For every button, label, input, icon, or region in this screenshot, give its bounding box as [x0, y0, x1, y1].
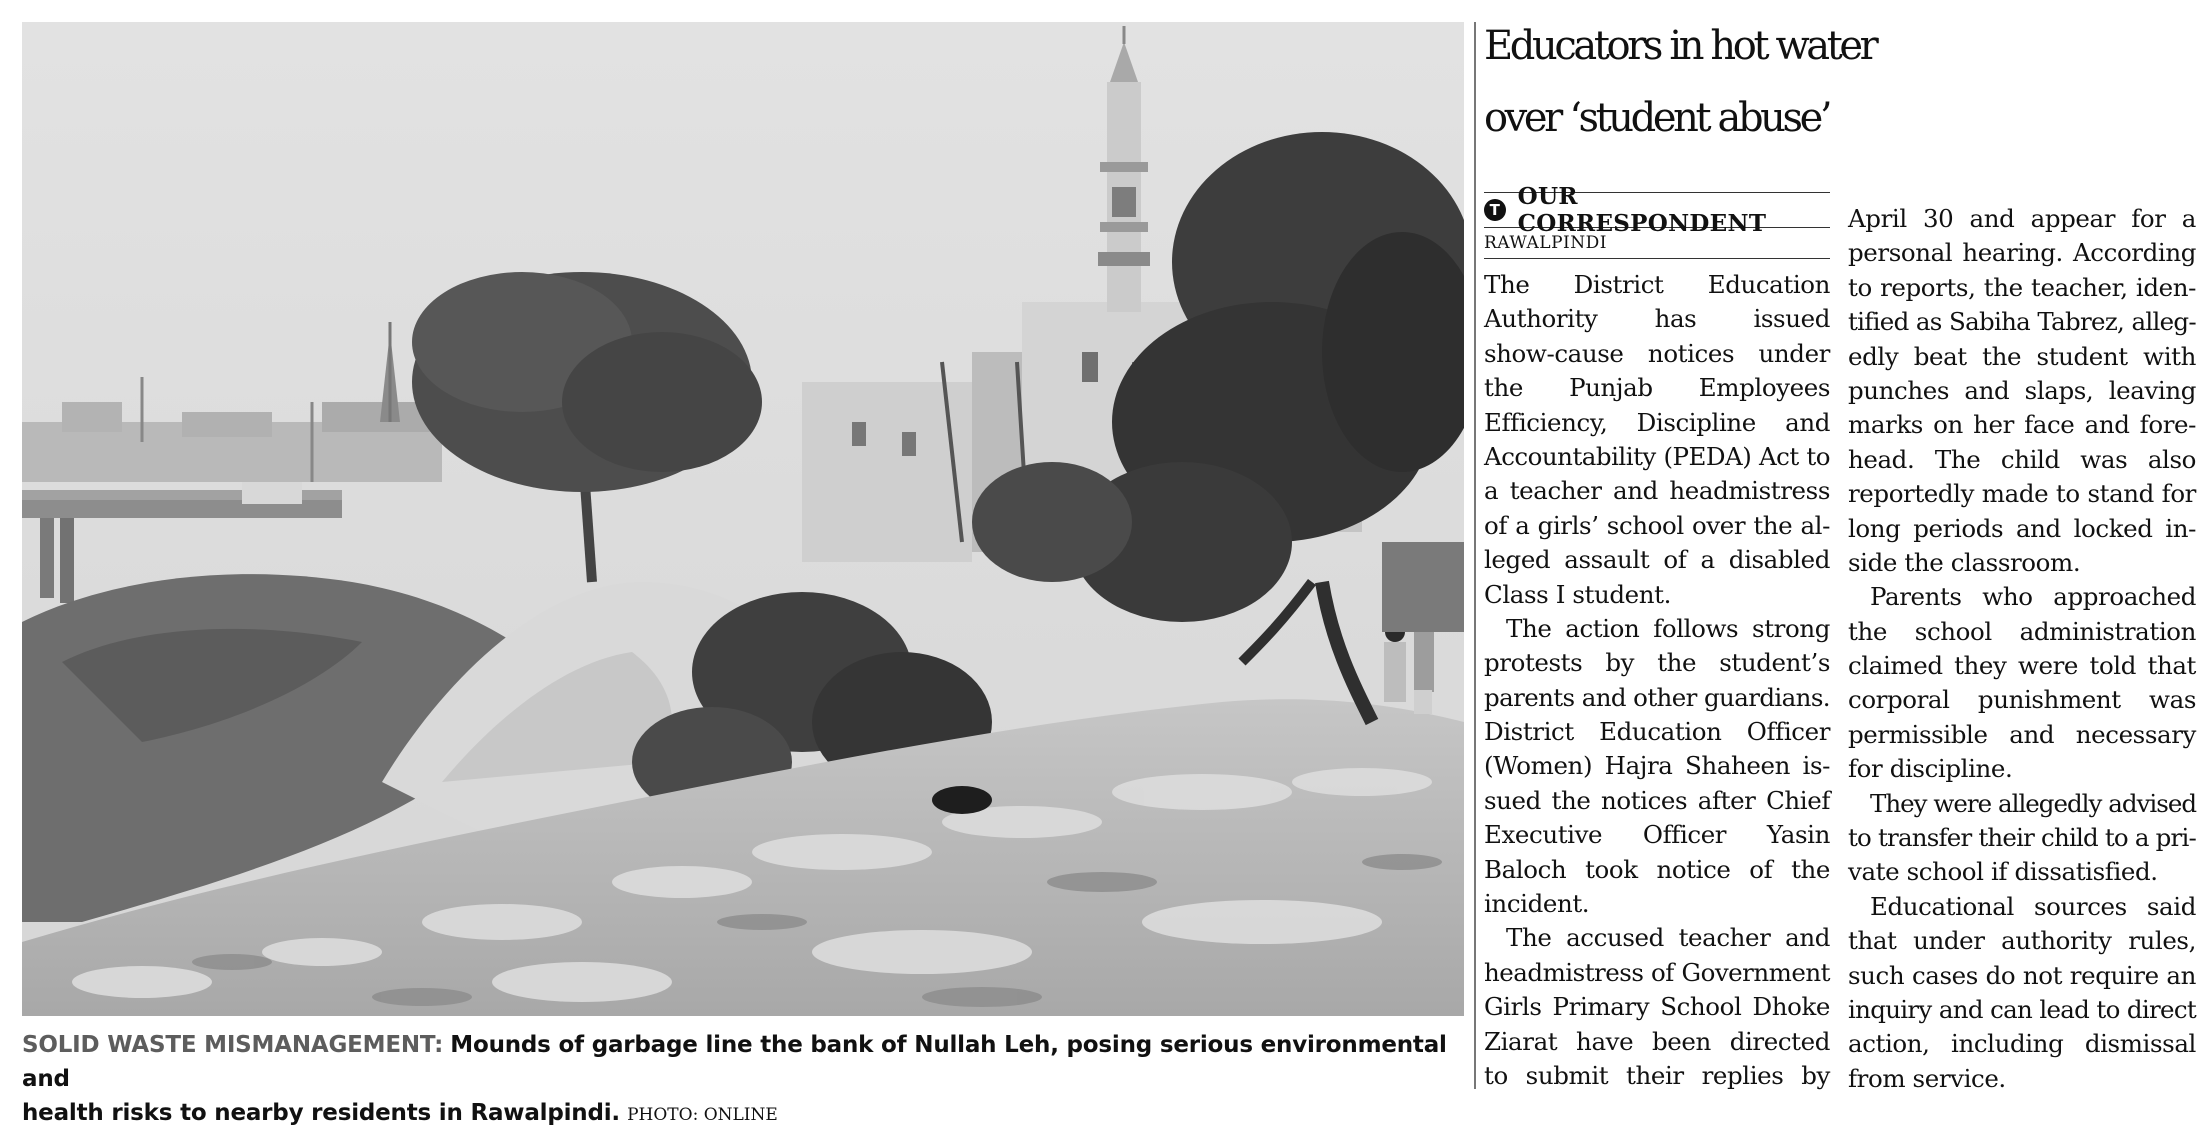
article-text-line: Class I student.	[1484, 579, 1671, 609]
headline-line-1: Educators in hot water	[1484, 23, 1876, 69]
article-text-line: Parents who approached	[1870, 582, 2196, 612]
article-text-line: corporal punishment was	[1848, 685, 2196, 715]
article-column-1	[1484, 268, 1830, 1093]
article-column-2	[1848, 202, 2196, 1096]
byline-dateline: RAWALPINDI	[1484, 233, 1607, 253]
article-text-line: reportedly made to stand for	[1848, 479, 2196, 509]
headline-line-2: over ‘student abuse’	[1484, 95, 1830, 141]
article-text-line: inquiry and can lead to direct	[1848, 994, 2196, 1024]
article-text-line: for discipline.	[1848, 754, 2013, 784]
article-text-line: The accused teacher and	[1506, 923, 1830, 953]
article-text-line: action, including dismissal	[1848, 1029, 2196, 1059]
article-text-line: April 30 and appear for a	[1848, 204, 2196, 233]
article-text-line: Baloch took notice of the	[1484, 854, 1830, 884]
article-text-line: permissible and necessary	[1848, 719, 2196, 749]
article-text-line: Girls Primary School Dhoke	[1484, 992, 1830, 1022]
article-text-line: that under authority rules,	[1848, 926, 2196, 956]
news-photo	[22, 22, 1464, 1016]
byline	[1484, 183, 1830, 259]
article-text-line: to transfer their child to a pri-	[1848, 823, 2196, 853]
caption-text-line2: health risks to nearby residents in Rawalpindi.	[22, 1100, 620, 1126]
article-text-line: to reports, the teacher, iden-	[1848, 272, 2196, 302]
byline-author-row	[1484, 183, 1830, 237]
article-text-line: Educational sources said	[1870, 891, 2196, 921]
article-text-line: vate school if dissatisfied.	[1848, 857, 2158, 887]
article-text-line: punches and slaps, leaving	[1848, 375, 2196, 405]
article-text-line: of a girls’ school over the al-	[1484, 510, 1830, 540]
article-text-line: They were allegedly advised	[1870, 788, 2196, 818]
caption-text-line1: Mounds of garbage line the bank of Nullah Leh, posing serious environmental and	[22, 1032, 1447, 1092]
article-text-line: a teacher and headmistress	[1484, 476, 1830, 506]
photo-credit: PHOTO: ONLINE	[627, 1105, 778, 1125]
column-divider	[1474, 22, 1476, 1089]
article-text-line: incident.	[1484, 889, 1590, 919]
article-text-line: personal hearing. According	[1848, 238, 2196, 268]
article-text-line: Ziarat have been directed	[1484, 1026, 1830, 1056]
article-text-line: to submit their replies by	[1484, 1060, 1830, 1090]
article-text-line: Accountability (PEDA) Act to	[1484, 441, 1830, 471]
article-text-line: (Women) Hajra Shaheen is-	[1484, 751, 1830, 781]
article-text-line: head. The child was also	[1848, 444, 2196, 474]
article-text-line: the school administration	[1848, 616, 2196, 646]
article-text-line: side the classroom.	[1848, 547, 2081, 577]
article-text-line: headmistress of Government	[1484, 957, 1830, 987]
article-text-line: parents and other guardians.	[1484, 682, 1830, 712]
article-text-line: such cases do not require an	[1848, 960, 2196, 990]
byline-author: OUR CORRESPONDENT	[1517, 183, 1767, 237]
photo-caption	[22, 1028, 1467, 1132]
article-text-line: long periods and locked in-	[1848, 513, 2196, 543]
article-text-line: District Education Officer	[1484, 717, 1830, 747]
article-text-line: show-cause notices under	[1484, 338, 1830, 368]
article-text-line: leged assault of a disabled	[1484, 545, 1830, 575]
article-text-line: marks on her face and fore-	[1848, 410, 2196, 440]
article-text-line: Executive Officer Yasin	[1484, 820, 1830, 850]
article-text-line: sued the notices after Chief	[1484, 785, 1830, 815]
article-text-line: the Punjab Employees	[1484, 373, 1830, 403]
byline-bottom-rule	[1484, 258, 1830, 259]
article-text-line: The action follows strong	[1506, 613, 1830, 643]
garbage-riverbank-photo	[22, 22, 1464, 1016]
article-text-line: protests by the student’s	[1484, 648, 1830, 678]
article-text-line: Authority has issued	[1484, 304, 1830, 334]
article-text-line: claimed they were told that	[1848, 651, 2196, 681]
article-text-line: The District Education	[1484, 270, 1830, 299]
article-text-line: from service.	[1848, 1063, 2006, 1093]
article-text-line: tified as Sabiha Tabrez, alleg-	[1848, 307, 2196, 337]
article-text-line: edly beat the student with	[1848, 341, 2196, 371]
headline	[1484, 10, 2204, 154]
tribune-logo-icon: T	[1484, 199, 1506, 221]
article-text-line: Efficiency, Discipline and	[1484, 407, 1830, 437]
caption-label: SOLID WASTE MISMANAGEMENT:	[22, 1032, 444, 1058]
